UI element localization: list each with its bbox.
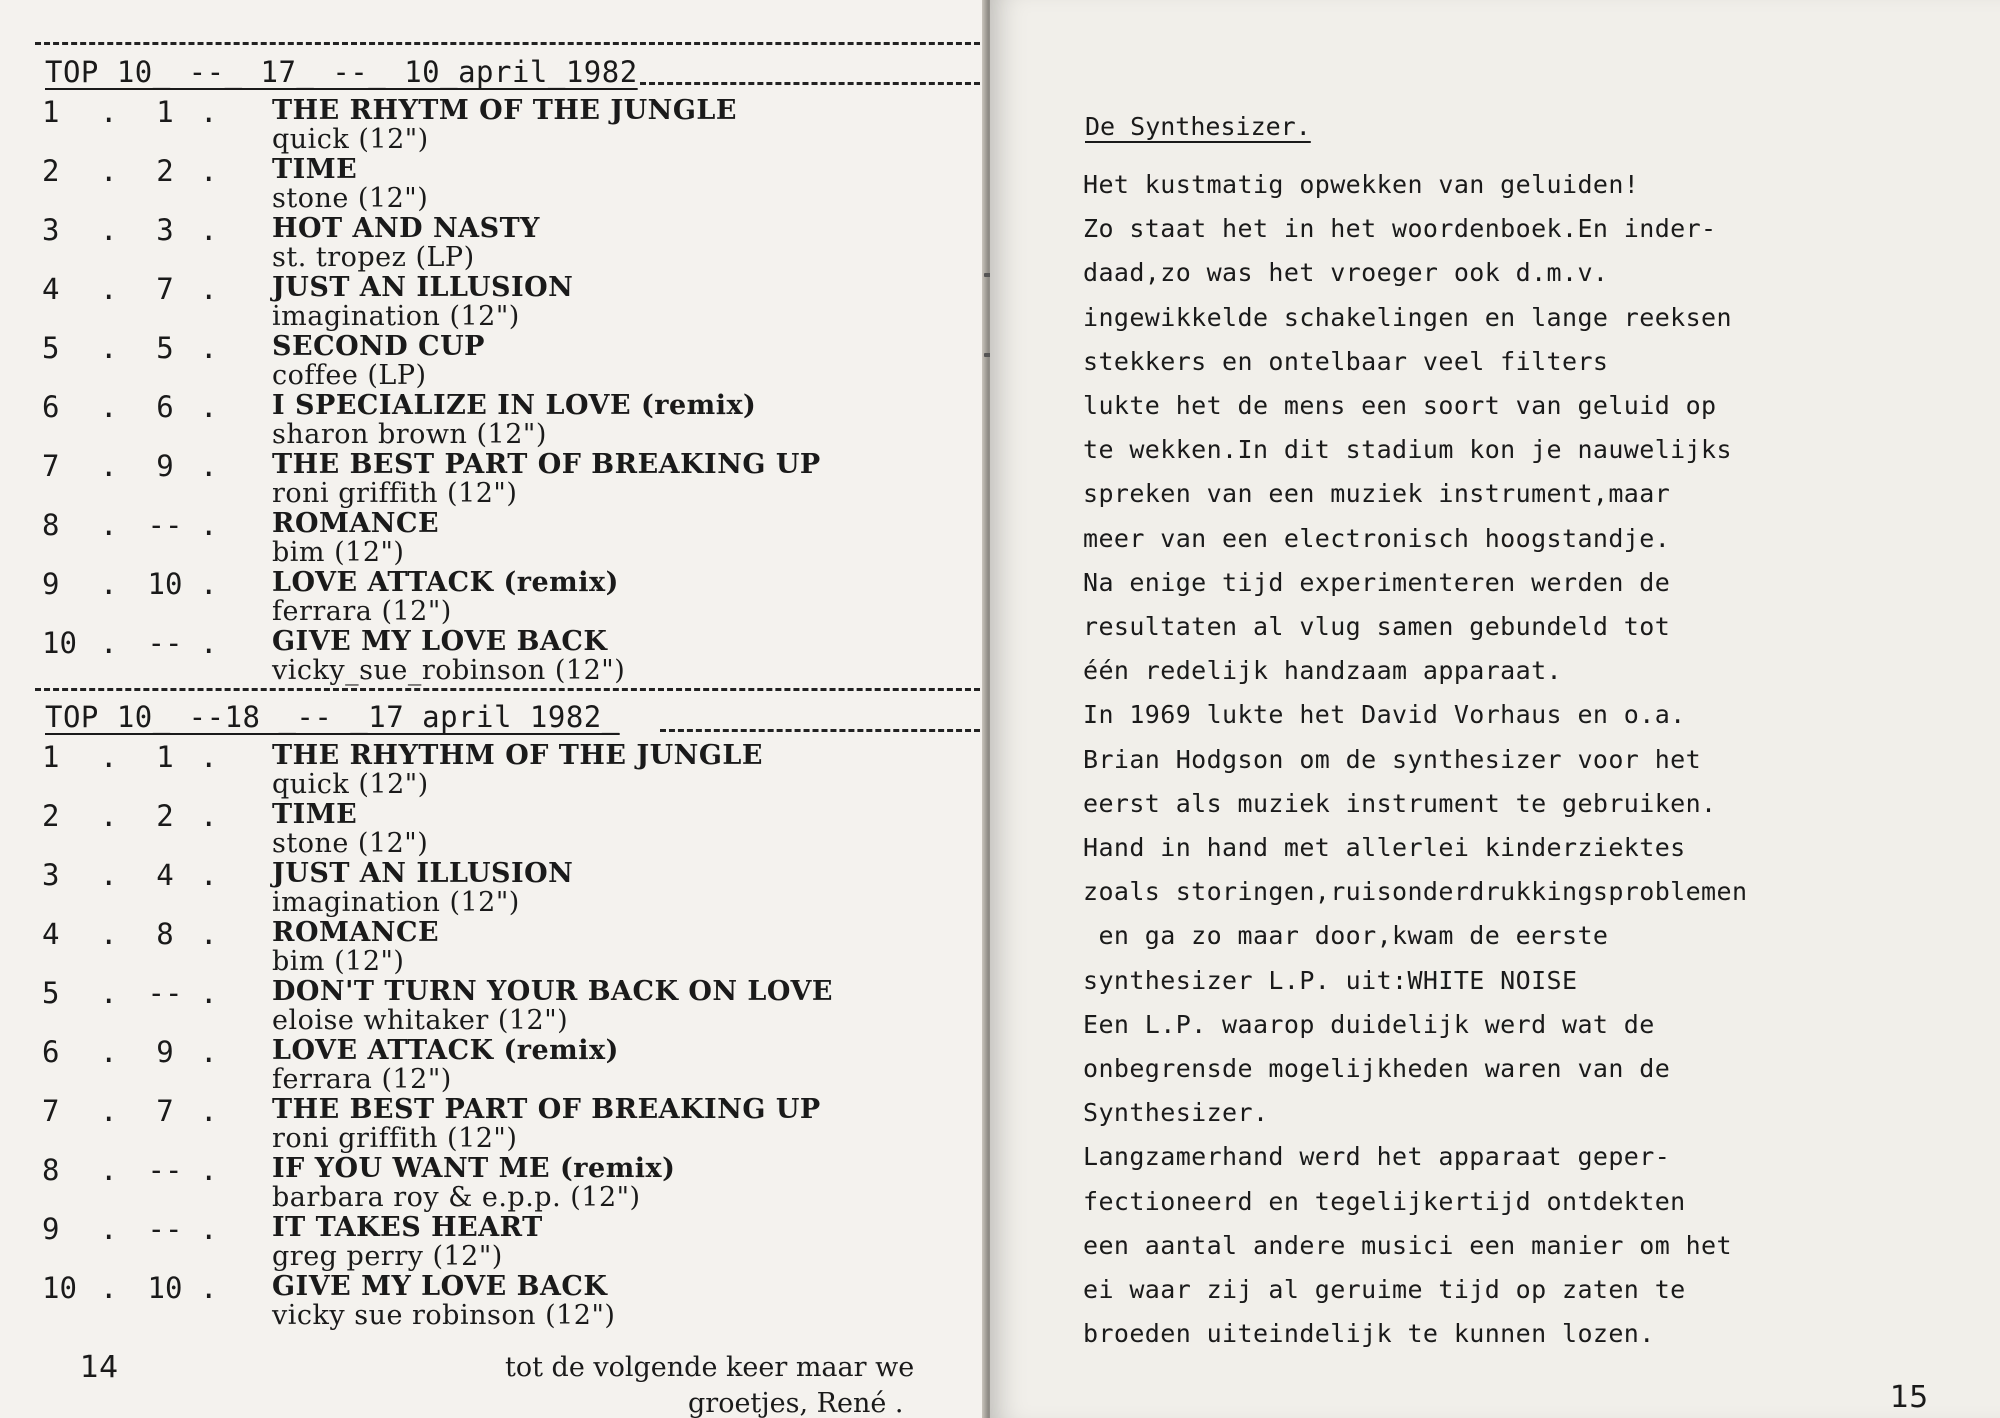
- entry-title: JUST AN ILLUSION: [272, 272, 574, 303]
- separator-dot: .: [100, 917, 118, 951]
- separator-dot: .: [100, 154, 118, 188]
- entry-previous-rank: 3: [156, 213, 174, 247]
- entry-artist: imagination (12"): [272, 887, 520, 918]
- separator-dot: .: [200, 1153, 218, 1187]
- separator-dot: .: [200, 390, 218, 424]
- entry-artist: roni griffith (12"): [272, 1123, 518, 1154]
- separator-dot: .: [100, 740, 118, 774]
- chart-entry: [0, 154, 985, 213]
- separator-dot: .: [100, 1153, 118, 1187]
- article-title: De Synthesizer.: [1085, 112, 1311, 141]
- entry-artist: ferrara (12"): [272, 1064, 452, 1095]
- entry-previous-rank: 7: [156, 1094, 174, 1128]
- article-line: Langzamerhand werd het apparaat geper-: [1083, 1142, 1671, 1172]
- entry-artist: sharon brown (12"): [272, 419, 547, 450]
- entry-title: LOVE ATTACK (remix): [272, 567, 619, 598]
- separator-dot: .: [100, 213, 118, 247]
- entry-title: THE BEST PART OF BREAKING UP: [272, 449, 821, 480]
- separator-dot: .: [200, 95, 218, 129]
- entry-previous-rank: 10: [147, 567, 183, 601]
- entry-title: ROMANCE: [272, 917, 440, 948]
- entry-previous-rank: 5: [156, 331, 174, 365]
- separator-dot: .: [100, 1094, 118, 1128]
- dashed-rule: [35, 42, 980, 45]
- article-line: Synthesizer.: [1083, 1098, 1269, 1128]
- article-line: Het kustmatig opwekken van geluiden!: [1083, 170, 1640, 199]
- entry-previous-rank: 4: [156, 858, 174, 892]
- article-line: fectioneerd en tegelijkertijd ontdekten: [1083, 1186, 1686, 1216]
- article-line: meer van een electronisch hoogstandje.: [1083, 523, 1671, 553]
- entry-rank: 7: [42, 1094, 60, 1128]
- chart-entry: [0, 1035, 985, 1094]
- entry-previous-rank: --: [147, 626, 183, 660]
- entry-rank: 7: [42, 449, 60, 483]
- entry-title: THE RHYTM OF THE JUNGLE: [272, 95, 737, 126]
- article-line: Zo staat het in het woordenboek.En inder-: [1083, 214, 1717, 244]
- chart-entry: [0, 917, 985, 976]
- separator-dot: .: [100, 858, 118, 892]
- entry-title: SECOND CUP: [272, 331, 485, 362]
- article-line: één redelijk handzaam apparaat.: [1083, 656, 1562, 686]
- entry-rank: 1: [42, 740, 60, 774]
- entry-rank: 6: [42, 390, 60, 424]
- dashed-rule: [660, 729, 980, 732]
- chart-entry: [0, 799, 985, 858]
- entry-previous-rank: 1: [156, 95, 174, 129]
- signoff-line-1: tot de volgende keer maar we: [505, 1352, 915, 1383]
- separator-dot: .: [200, 154, 218, 188]
- article-line: resultaten al vlug samen gebundeld tot: [1083, 612, 1671, 641]
- entry-previous-rank: --: [147, 508, 183, 542]
- chart-entry: [0, 1271, 985, 1330]
- entry-artist: stone (12"): [272, 183, 429, 214]
- article-line: broeden uiteindelijk te kunnen lozen.: [1083, 1319, 1655, 1349]
- chart2-header: TOP 10_ --18 _-- _17 april 1982_: [45, 700, 620, 734]
- separator-dot: .: [200, 1035, 218, 1069]
- entry-artist: ferrara (12"): [272, 596, 452, 627]
- separator-dot: .: [200, 799, 218, 833]
- entry-rank: 4: [42, 917, 60, 951]
- separator-dot: .: [100, 449, 118, 483]
- entry-rank: 1: [42, 95, 60, 129]
- entry-artist: vicky_sue_robinson (12"): [272, 655, 626, 686]
- article-line: Na enige tijd experimenteren werden de: [1083, 567, 1671, 597]
- entry-previous-rank: 2: [156, 154, 174, 188]
- separator-dot: .: [200, 449, 218, 483]
- article-line: Brian Hodgson om de synthesizer voor het: [1083, 744, 1702, 774]
- entry-title: ROMANCE: [272, 508, 440, 539]
- separator-dot: .: [100, 331, 118, 365]
- article-line: zoals storingen,ruisonderdrukkingsproblemen: [1083, 877, 1748, 907]
- entry-artist: st. tropez (LP): [272, 242, 475, 273]
- separator-dot: .: [100, 390, 118, 424]
- separator-dot: .: [200, 567, 218, 601]
- entry-artist: quick (12"): [272, 124, 429, 155]
- entry-title: THE RHYTHM OF THE JUNGLE: [272, 740, 763, 771]
- separator-dot: .: [100, 95, 118, 129]
- page-number-left: 14: [80, 1350, 119, 1385]
- article-line: Een L.P. waarop duidelijk werd wat de: [1083, 1009, 1655, 1039]
- separator-dot: .: [100, 799, 118, 833]
- chart-entry: [0, 1212, 985, 1271]
- entry-title: IF YOU WANT ME (remix): [272, 1153, 676, 1184]
- separator-dot: .: [200, 740, 218, 774]
- entry-rank: 5: [42, 331, 60, 365]
- left-page: [0, 0, 985, 1418]
- separator-dot: .: [200, 976, 218, 1010]
- entry-artist: stone (12"): [272, 828, 429, 859]
- separator-dot: .: [200, 626, 218, 660]
- entry-title: TIME: [272, 799, 358, 830]
- entry-title: GIVE MY LOVE BACK: [272, 626, 608, 657]
- entry-artist: barbara roy & e.p.p. (12"): [272, 1182, 641, 1213]
- entry-previous-rank: --: [147, 1153, 183, 1187]
- entry-previous-rank: --: [147, 976, 183, 1010]
- chart-entry: [0, 740, 985, 799]
- article-line: ei waar zij al geruime tijd op zaten te: [1083, 1275, 1686, 1304]
- separator-dot: .: [100, 1035, 118, 1069]
- entry-rank: 5: [42, 976, 60, 1010]
- separator-dot: .: [200, 272, 218, 306]
- separator-dot: .: [200, 508, 218, 542]
- separator-dot: .: [100, 567, 118, 601]
- signoff-line-2: groetjes, René .: [688, 1388, 904, 1418]
- entry-artist: coffee (LP): [272, 360, 427, 391]
- article-line: Hand in hand met allerlei kinderziektes: [1083, 833, 1686, 862]
- entry-previous-rank: 1: [156, 740, 174, 774]
- entry-title: JUST AN ILLUSION: [272, 858, 574, 889]
- entry-artist: bim (12"): [272, 537, 405, 568]
- separator-dot: .: [200, 917, 218, 951]
- entry-artist: quick (12"): [272, 769, 429, 800]
- separator-dot: .: [100, 976, 118, 1010]
- separator-dot: .: [100, 626, 118, 660]
- separator-dot: .: [200, 858, 218, 892]
- entry-title: LOVE ATTACK (remix): [272, 1035, 619, 1066]
- entry-previous-rank: 9: [156, 1035, 174, 1069]
- entry-previous-rank: 7: [156, 272, 174, 306]
- chart-entry: [0, 213, 985, 272]
- entry-previous-rank: 10: [147, 1271, 183, 1305]
- separator-dot: .: [200, 213, 218, 247]
- entry-rank: 3: [42, 858, 60, 892]
- entry-artist: greg perry (12"): [272, 1241, 503, 1272]
- entry-artist: bim (12"): [272, 946, 405, 977]
- article-line: synthesizer L.P. uit:WHITE NOISE: [1083, 965, 1578, 995]
- entry-title: DON'T TURN YOUR BACK ON LOVE: [272, 976, 833, 1007]
- entry-previous-rank: --: [147, 1212, 183, 1246]
- article-line: daad,zo was het vroeger ook d.m.v.: [1083, 258, 1609, 288]
- entry-rank: 9: [42, 567, 60, 601]
- chart-entry: [0, 1153, 985, 1212]
- entry-rank: 2: [42, 799, 60, 833]
- entry-title: HOT AND NASTY: [272, 213, 540, 244]
- entry-previous-rank: 9: [156, 449, 174, 483]
- chart-entry: [0, 508, 985, 567]
- entry-title: THE BEST PART OF BREAKING UP: [272, 1094, 821, 1125]
- entry-rank: 10: [42, 626, 77, 660]
- separator-dot: .: [100, 508, 118, 542]
- entry-title: TIME: [272, 154, 358, 185]
- article-line: ingewikkelde schakelingen en lange reeksen: [1083, 302, 1732, 332]
- entry-rank: 10: [42, 1271, 77, 1305]
- dashed-rule: [640, 82, 980, 85]
- chart-entry: [0, 1094, 985, 1153]
- entry-artist: roni griffith (12"): [272, 478, 518, 509]
- entry-rank: 8: [42, 508, 60, 542]
- separator-dot: .: [200, 331, 218, 365]
- entry-rank: 4: [42, 272, 60, 306]
- entry-rank: 9: [42, 1212, 60, 1246]
- chart-entry: [0, 976, 985, 1035]
- chart-entry: [0, 567, 985, 626]
- article-line: stekkers en ontelbaar veel filters: [1083, 346, 1609, 376]
- article-line: onbegrensde mogelijkheden waren van de: [1083, 1054, 1671, 1083]
- article-line: en ga zo maar door,kwam de eerste: [1083, 921, 1609, 951]
- entry-title: I SPECIALIZE IN LOVE (remix): [272, 390, 757, 421]
- entry-previous-rank: 2: [156, 799, 174, 833]
- entry-artist: vicky sue robinson (12"): [272, 1300, 616, 1331]
- entry-previous-rank: 6: [156, 390, 174, 424]
- chart1-header: TOP 10_ --_ 17_ --_ 10_april_1982: [45, 55, 638, 89]
- article-line: een aantal andere musici een manier om het: [1083, 1230, 1732, 1260]
- entry-title: IT TAKES HEART: [272, 1212, 543, 1243]
- article-line: te wekken.In dit stadium kon je nauwelijks: [1083, 435, 1732, 465]
- separator-dot: .: [200, 1094, 218, 1128]
- entry-title: GIVE MY LOVE BACK: [272, 1271, 608, 1302]
- chart-entry: [0, 272, 985, 331]
- separator-dot: .: [100, 272, 118, 306]
- entry-rank: 3: [42, 213, 60, 247]
- article-line: spreken van een muziek instrument,maar: [1083, 479, 1671, 509]
- article-line: eerst als muziek instrument te gebruiken.: [1083, 788, 1717, 818]
- entry-artist: eloise whitaker (12"): [272, 1005, 569, 1036]
- article-line: In 1969 lukte het David Vorhaus en o.a.: [1083, 700, 1686, 730]
- dashed-rule: [35, 688, 980, 691]
- chart-entry: [0, 390, 985, 449]
- chart-entry: [0, 626, 985, 685]
- separator-dot: .: [100, 1212, 118, 1246]
- chart-entry: [0, 95, 985, 154]
- page-number-right: 15: [1890, 1380, 1929, 1415]
- chart-entry: [0, 331, 985, 390]
- separator-dot: .: [100, 1271, 118, 1305]
- entry-previous-rank: 8: [156, 917, 174, 951]
- entry-rank: 2: [42, 154, 60, 188]
- article-line: lukte het de mens een soort van geluid op: [1083, 391, 1717, 420]
- separator-dot: .: [200, 1212, 218, 1246]
- chart-entry: [0, 858, 985, 917]
- entry-rank: 8: [42, 1153, 60, 1187]
- entry-rank: 6: [42, 1035, 60, 1069]
- chart-entry: [0, 449, 985, 508]
- separator-dot: .: [200, 1271, 218, 1305]
- entry-artist: imagination (12"): [272, 301, 520, 332]
